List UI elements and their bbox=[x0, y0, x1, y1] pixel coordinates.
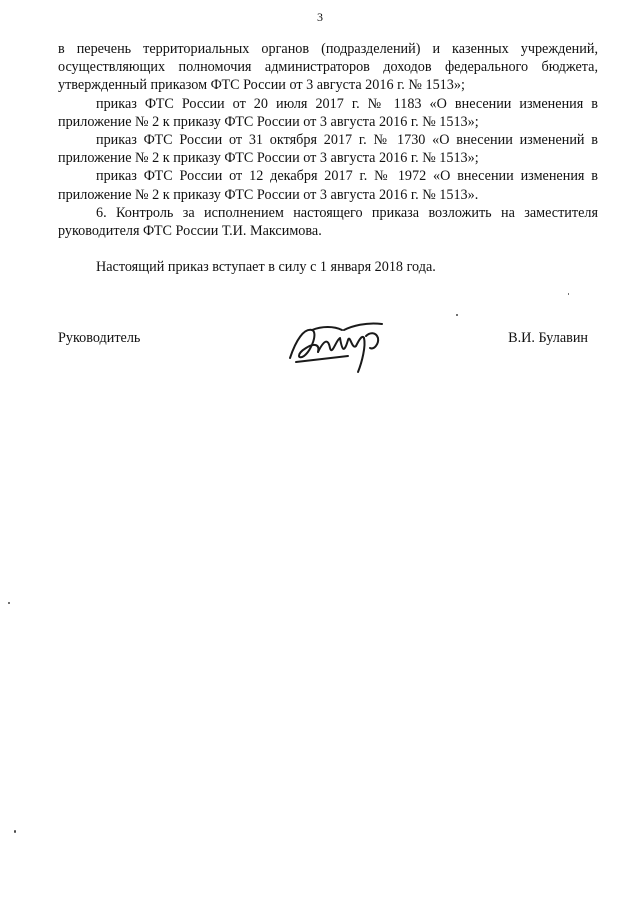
document-body bbox=[58, 40, 598, 240]
scan-speck bbox=[14, 830, 16, 833]
paragraph-list-continuation: в перечень территориальных органов (подразделений) и казенных учреждений, осуществляющих полномочия администраторов доходов федерального бюджета, утвержденный приказом ФТС России от 3 августа 2016 г. № 1513»; bbox=[58, 41, 598, 94]
scan-speck bbox=[8, 602, 10, 604]
scan-speck bbox=[568, 293, 569, 295]
paragraph-order-1972: приказ ФТС России от 12 декабря 2017 г. № 1972 «О внесении изменения в приложение № 2 к приказу ФТС России от 3 августа 2016 г. № 1513». bbox=[58, 168, 598, 203]
signatory-name: В.И. Булавин bbox=[508, 330, 588, 346]
paragraph-order-1183: приказ ФТС России от 20 июля 2017 г. № 1183 «О внесении изменения в приложение № 2 к приказу ФТС России от 3 августа 2016 г. № 1513»; bbox=[58, 95, 598, 130]
paragraph-control-clause: 6. Контроль за исполнением настоящего приказа возложить на заместителя руководителя ФТС России Т.И. Максимова. bbox=[58, 204, 598, 240]
signatory-title: Руководитель bbox=[58, 330, 141, 346]
effective-date-statement: Настоящий приказ вступает в силу с 1 января 2018 года. bbox=[96, 259, 436, 275]
scan-speck bbox=[456, 314, 458, 316]
paragraph-order-1730: приказ ФТС России от 31 октября 2017 г. № 1730 «О внесении изменений в приложение № 2 к приказу ФТС России от 3 августа 2016 г. № 1513»; bbox=[58, 132, 598, 167]
handwritten-signature bbox=[282, 310, 392, 380]
page-number: 3 bbox=[317, 10, 323, 24]
